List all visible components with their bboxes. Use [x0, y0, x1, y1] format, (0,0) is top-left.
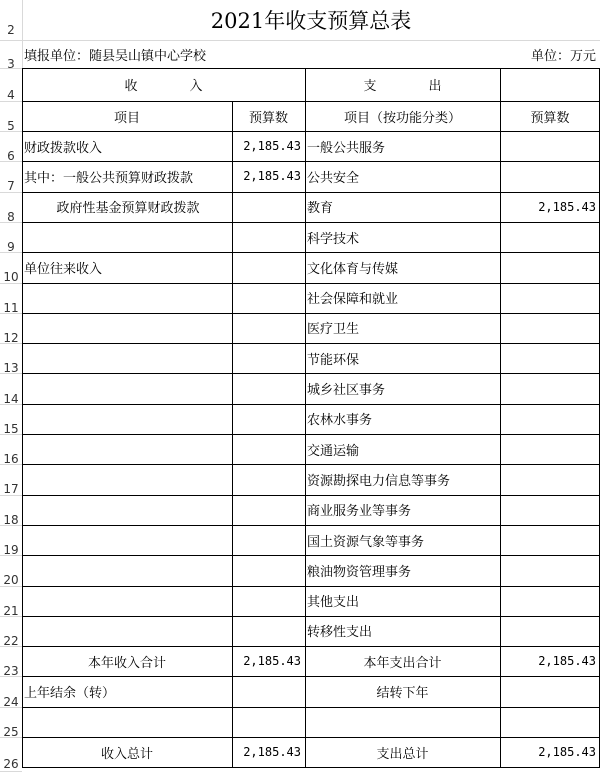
expense-value-cell — [500, 586, 600, 616]
income-item-cell: 政府性基金预算财政拨款 — [56, 201, 200, 217]
row-number-border — [0, 707, 22, 708]
row-number-border — [0, 646, 22, 647]
row-number: 22 — [3, 633, 19, 648]
income-item-cell — [22, 586, 232, 616]
row-number: 26 — [3, 757, 19, 771]
expense-value-cell — [500, 707, 600, 737]
row-number: 12 — [3, 330, 19, 345]
income-item-header: 项目 — [113, 110, 140, 126]
income-value-cell — [232, 586, 305, 616]
row-border — [22, 737, 600, 738]
expense-item-cell: 社会保障和就业 — [307, 292, 399, 308]
row-border — [22, 283, 600, 284]
expense-value-cell — [500, 161, 600, 191]
expense-value-cell — [500, 373, 600, 403]
row-border — [22, 525, 600, 526]
expense-item-cell: 本年支出合计 — [363, 655, 442, 671]
expense-value-cell — [500, 131, 600, 161]
row-border — [22, 252, 600, 253]
expense-item-cell: 国土资源气象等事务 — [307, 534, 425, 550]
expense-value-cell — [500, 404, 600, 434]
income-value-cell — [232, 555, 305, 585]
income-value-cell — [232, 252, 305, 282]
expense-item-cell: 节能环保 — [307, 352, 360, 368]
income-item-cell: 财政拨款收入 — [24, 140, 103, 156]
row-border — [22, 707, 600, 708]
row-number: 3 — [7, 57, 15, 71]
income-value-cell — [232, 495, 305, 525]
row-border — [22, 464, 600, 465]
row-number-border — [0, 555, 22, 556]
row-border — [22, 161, 600, 162]
expense-value-cell: 2,185.43 — [538, 199, 596, 214]
row-border — [22, 646, 600, 647]
expense-value-cell — [500, 313, 600, 343]
income-item-cell — [22, 283, 232, 313]
income-value-cell — [232, 525, 305, 555]
income-item-cell — [22, 707, 232, 737]
row-border — [22, 68, 600, 69]
expense-value-cell — [500, 252, 600, 282]
expense-value-cell: 2,185.43 — [538, 654, 596, 669]
income-value-cell — [232, 676, 305, 706]
row-number-border — [0, 464, 22, 465]
row-number: 23 — [3, 664, 19, 679]
column-border — [500, 68, 501, 767]
column-border — [22, 68, 23, 767]
income-budget-header: 预算数 — [248, 110, 288, 126]
row-border — [22, 131, 600, 132]
row-number: 9 — [7, 240, 15, 255]
expense-item-cell: 文化体育与传媒 — [307, 261, 399, 277]
income-item-cell — [22, 495, 232, 525]
expense-item-cell: 一般公共服务 — [307, 140, 386, 156]
row-border — [22, 313, 600, 314]
income-value-cell — [232, 343, 305, 373]
income-item-cell — [22, 525, 232, 555]
row-border — [22, 101, 600, 102]
row-number-border — [0, 313, 22, 314]
expense-value-cell — [500, 222, 600, 252]
row-border — [22, 192, 600, 193]
row-number-border — [0, 434, 22, 435]
expense-item-cell — [305, 707, 500, 737]
row-number-border — [0, 68, 22, 69]
row-number-border — [0, 192, 22, 193]
income-item-cell: 本年收入合计 — [87, 655, 166, 671]
row-number: 7 — [7, 179, 15, 194]
row-number-border — [0, 404, 22, 405]
income-value-cell — [232, 283, 305, 313]
income-value-cell: 2,185.43 — [243, 169, 301, 184]
row-border — [22, 434, 600, 435]
unit-label: 单位：万元 — [530, 48, 596, 64]
row-number-border — [0, 373, 22, 374]
income-item-cell — [22, 343, 232, 373]
income-item-cell — [22, 222, 232, 252]
row-number-border — [0, 283, 22, 284]
page-title: 2021年收支预算总表 — [210, 9, 412, 33]
row-number: 4 — [7, 87, 15, 102]
expense-value-cell — [500, 676, 600, 706]
income-value-cell — [232, 313, 305, 343]
row-number-border — [0, 616, 22, 617]
income-value-cell — [232, 192, 305, 222]
budget-table — [22, 0, 600, 771]
expense-item-cell: 科学技术 — [307, 231, 360, 247]
row-number-border — [0, 101, 22, 102]
title-border — [22, 40, 600, 41]
expense-item-cell: 支出总计 — [376, 746, 429, 762]
expense-value-cell — [500, 555, 600, 585]
row-border — [22, 404, 600, 405]
income-item-cell: 收入总计 — [100, 746, 153, 762]
income-item-cell: 其中：一般公共预算财政拨款 — [24, 170, 194, 186]
expense-value-cell: 2,185.43 — [538, 745, 596, 760]
row-border — [22, 373, 600, 374]
expense-header: 支 出 — [363, 79, 442, 94]
expense-item-header: 项目（按功能分类） — [343, 110, 461, 126]
expense-item-cell: 农林水事务 — [307, 413, 373, 429]
expense-item-cell: 交通运输 — [307, 443, 360, 459]
row-number-border — [0, 586, 22, 587]
income-value-cell — [232, 404, 305, 434]
income-item-cell — [22, 464, 232, 494]
column-border — [232, 101, 233, 767]
row-number: 15 — [3, 421, 19, 436]
row-number-border — [0, 161, 22, 162]
row-number: 19 — [3, 543, 19, 558]
row-number: 21 — [3, 603, 19, 618]
income-item-cell: 上年结余（转） — [24, 686, 116, 702]
row-border — [22, 495, 600, 496]
row-border — [22, 767, 600, 768]
expense-value-cell — [500, 434, 600, 464]
income-value-cell — [232, 707, 305, 737]
income-item-cell — [22, 313, 232, 343]
income-value-cell: 2,185.43 — [243, 139, 301, 154]
expense-item-cell: 其他支出 — [307, 595, 360, 611]
expense-item-cell: 转移性支出 — [307, 625, 373, 641]
row-number: 16 — [3, 452, 19, 467]
income-item-cell — [22, 555, 232, 585]
row-number-border — [0, 525, 22, 526]
row-border — [22, 343, 600, 344]
row-border — [22, 586, 600, 587]
row-number: 2 — [7, 23, 15, 37]
income-header: 收 入 — [124, 79, 203, 94]
row-border — [22, 616, 600, 617]
row-number: 18 — [3, 512, 19, 527]
expense-value-cell — [500, 616, 600, 646]
expense-value-cell — [500, 283, 600, 313]
row-number: 5 — [7, 119, 15, 133]
row-border — [22, 555, 600, 556]
row-number-border — [0, 676, 22, 677]
row-number-border — [0, 737, 22, 738]
row-number: 13 — [3, 361, 19, 376]
row-number: 24 — [3, 694, 19, 709]
row-number: 17 — [3, 482, 19, 497]
income-value-cell — [232, 222, 305, 252]
expense-item-cell: 公共安全 — [307, 170, 360, 186]
row-number-border — [0, 343, 22, 344]
row-number: 25 — [3, 724, 19, 739]
expense-item-cell: 粮油物资管理事务 — [307, 564, 412, 580]
row-number: 8 — [7, 209, 15, 224]
income-item-cell: 单位往来收入 — [24, 261, 103, 277]
income-value-cell — [232, 464, 305, 494]
row-number: 6 — [7, 149, 15, 164]
income-item-cell — [22, 434, 232, 464]
income-value-cell: 2,185.43 — [243, 654, 301, 669]
expense-value-cell — [500, 525, 600, 555]
expense-item-cell: 城乡社区事务 — [307, 383, 386, 399]
income-item-cell — [22, 616, 232, 646]
row-border — [22, 222, 600, 223]
expense-item-cell: 资源勘探电力信息等事务 — [307, 473, 451, 489]
row-number: 14 — [3, 391, 19, 406]
row-number: 11 — [3, 300, 19, 315]
expense-item-cell: 商业服务业等事务 — [307, 504, 412, 520]
expense-budget-header: 预算数 — [530, 110, 570, 126]
row-number-border — [0, 40, 22, 41]
row-number-border — [0, 131, 22, 132]
expense-value-cell — [500, 495, 600, 525]
gridline — [22, 0, 23, 68]
row-number-border — [0, 495, 22, 496]
expense-item-cell: 教育 — [307, 201, 334, 217]
income-value-cell — [232, 616, 305, 646]
row-number-column — [0, 0, 22, 771]
expense-value-cell — [500, 343, 600, 373]
expense-item-cell: 结转下年 — [376, 686, 429, 702]
income-item-cell — [22, 373, 232, 403]
row-number: 10 — [3, 270, 19, 285]
income-item-cell — [22, 404, 232, 434]
row-border — [22, 676, 600, 677]
column-border — [305, 68, 306, 767]
income-value-cell — [232, 434, 305, 464]
expense-value-cell — [500, 464, 600, 494]
income-value-cell — [232, 373, 305, 403]
expense-item-cell: 医疗卫生 — [307, 322, 360, 338]
row-number-border — [0, 222, 22, 223]
income-value-cell: 2,185.43 — [243, 745, 301, 760]
row-number-border — [0, 252, 22, 253]
row-number: 20 — [3, 573, 19, 588]
reporting-unit: 填报单位：随县吴山镇中心学校 — [24, 48, 207, 64]
